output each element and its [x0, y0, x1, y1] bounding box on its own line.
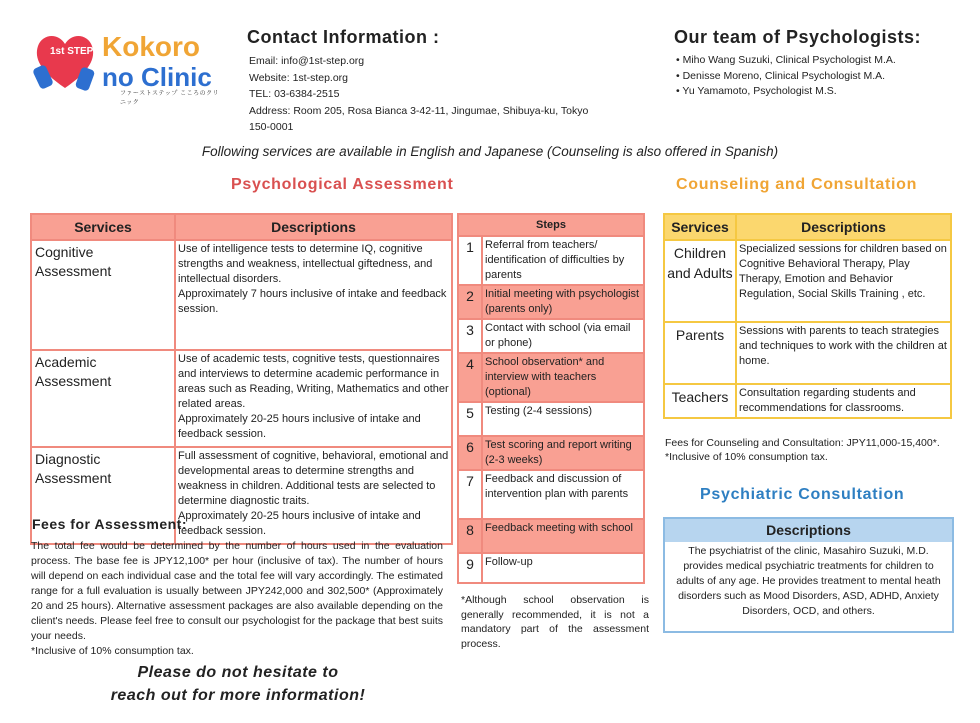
step-number: 3 [458, 319, 482, 353]
logo-subtitle: ファーストステップ こころのクリニック [120, 91, 220, 106]
step-row [458, 236, 644, 285]
closing-line: Please do not hesitate to [137, 664, 339, 681]
logo-badge: 1st STEP [50, 46, 94, 57]
step-number: 8 [458, 519, 482, 553]
step-text: Testing (2-4 sessions) [482, 402, 644, 436]
psychiatric-title: Psychiatric Consultation [700, 486, 905, 503]
team-list [676, 53, 896, 100]
team-title: Our team of Psychologists: [674, 27, 922, 47]
fees-body [31, 539, 443, 659]
steps-table [457, 213, 645, 584]
counseling-header-services: Services [664, 214, 736, 240]
team-member: • Denisse Moreno, Clinical Psychologist M.A. [676, 69, 886, 82]
step-text: Referral from teachers/ identification of difficulties by parents [482, 236, 644, 285]
contact-phone[interactable]: TEL: 03-6384-2515 [249, 88, 340, 100]
step-row [458, 470, 644, 519]
service-description: Consultation regarding students and recommendations for classrooms. [736, 384, 951, 418]
step-text: Feedback meeting with school [482, 519, 644, 553]
table-row [664, 384, 951, 418]
table-row [664, 322, 951, 384]
table-row [31, 350, 452, 447]
service-description: Full assessment of cognitive, behavioral, emotional and developmental areas to determine strengths and weakness in children. Additional tests are selected to determine diagnostic traits. Approximately 20-25 hours inclusive of intake and feedback session. [175, 447, 452, 544]
step-number: 9 [458, 553, 482, 583]
assessment-header-services: Services [31, 214, 175, 240]
step-row [458, 553, 644, 583]
step-row [458, 519, 644, 553]
closing-message [32, 661, 444, 707]
counseling-fees [665, 437, 960, 464]
languages-note: Following services are available in English and Japanese (Counseling is also offered in Spanish) [201, 144, 779, 159]
step-number: 2 [458, 285, 482, 319]
service-name: Teachers [664, 384, 736, 418]
step-text: Contact with school (via email or phone) [482, 319, 644, 353]
counseling-title: Counseling and Consultation [676, 176, 918, 193]
service-name: Children and Adults [664, 240, 736, 322]
psychiatric-box [663, 517, 954, 633]
logo-line2: no Clinic [102, 62, 212, 92]
step-number: 1 [458, 236, 482, 285]
counseling-header-descriptions: Descriptions [736, 214, 951, 240]
step-text: Follow-up [482, 553, 644, 583]
step-text: Feedback and discussion of intervention plan with parents [482, 470, 644, 519]
step-text: School observation* and interview with teachers (optional) [482, 353, 644, 402]
service-description: Specialized sessions for children based on Cognitive Behavioral Therapy, Play Therapy, Emotion and Behavior Regulation, Social Skills Training , etc. [736, 240, 951, 322]
logo-line1: Kokoro [102, 31, 200, 62]
steps-header: Steps [458, 214, 644, 236]
fees-title: Fees for Assessment: [32, 516, 187, 532]
fees-text: The total fee would be determined by the number of hours used in the evaluation process. The base fee is JPY12,100* per hour (inclusive of tax). The number of hours will depend on each individual case and the total fee will vary accordingly. The estimated range for a full evaluation is usually between JPY242,000 and 302,500* (Approximately 20 and 25 hours). Alternative assessment packages are also available depending on the client's needs. Please feel free to consult our psychologist for the package that best suits your needs. [31, 540, 443, 642]
contact-email[interactable]: Email: info@1st-step.org [249, 55, 365, 67]
service-name: Diagnostic Assessment [31, 447, 175, 544]
contact-address: Address: Room 205, Rosa Bianca 3-42-11, Jingumae, Shibuya-ku, Tokyo 150-0001 [249, 104, 589, 133]
service-description: Use of academic tests, cognitive tests, questionnaires and interviews to determine academic performance in areas such as Reading, Writing, Mathematics and other related areas. Approximately 20-25 hours inclusive of intake and feedback session. [175, 350, 452, 447]
step-number: 7 [458, 470, 482, 519]
step-row [458, 436, 644, 470]
step-row [458, 319, 644, 353]
step-row [458, 353, 644, 402]
counseling-tax-note: *Inclusive of 10% consumption tax. [665, 450, 828, 463]
psychiatric-header: Descriptions [665, 519, 952, 542]
step-number: 5 [458, 402, 482, 436]
assessment-table [30, 213, 453, 545]
step-text: Initial meeting with psychologist (parents only) [482, 285, 644, 319]
contact-info [249, 53, 609, 136]
fees-tax-note: *Inclusive of 10% consumption tax. [31, 645, 194, 657]
closing-line: reach out for more information! [110, 687, 366, 704]
step-row [458, 285, 644, 319]
service-description: Use of intelligence tests to determine IQ, cognitive strengths and weakness, intellectual giftedness, and intellectual disorders. Approximately 7 hours inclusive of intake and feedback session. [175, 240, 452, 350]
step-number: 4 [458, 353, 482, 402]
step-row [458, 402, 644, 436]
contact-website[interactable]: Website: 1st-step.org [249, 71, 349, 84]
service-name: Cognitive Assessment [31, 240, 175, 350]
service-name: Academic Assessment [31, 350, 175, 447]
clinic-logo [30, 26, 225, 106]
psychiatric-description: The psychiatrist of the clinic, Masahiro Suzuki, M.D. provides medical psychiatric treatments for children to adults of any age. He provides treatment to mental heath disorders such as Mood Disorders, ASD, ADHD, Anxiety Disorders, OCD, and others. [676, 545, 941, 617]
counseling-fee-text: Fees for Counseling and Consultation: JPY11,000-15,400*. [665, 437, 940, 449]
table-row [31, 240, 452, 350]
service-name: Parents [664, 322, 736, 384]
step-number: 6 [458, 436, 482, 470]
assessment-header-descriptions: Descriptions [175, 214, 452, 240]
steps-footnote: *Although school observation is generally recommended, it is not a mandatory part of the assessment process. [461, 594, 649, 650]
assessment-title: Psychological Assessment [231, 176, 454, 193]
service-description: Sessions with parents to teach strategies and techniques to work with the children at home. [736, 322, 951, 384]
team-member: • Yu Yamamoto, Psychologist M.S. [676, 85, 837, 97]
team-member: • Miho Wang Suzuki, Clinical Psychologist M.A. [676, 54, 896, 66]
contact-title: Contact Information : [247, 27, 440, 47]
step-text: Test scoring and report writing (2-3 weeks) [482, 436, 644, 470]
counseling-table [663, 213, 952, 419]
table-row [664, 240, 951, 322]
